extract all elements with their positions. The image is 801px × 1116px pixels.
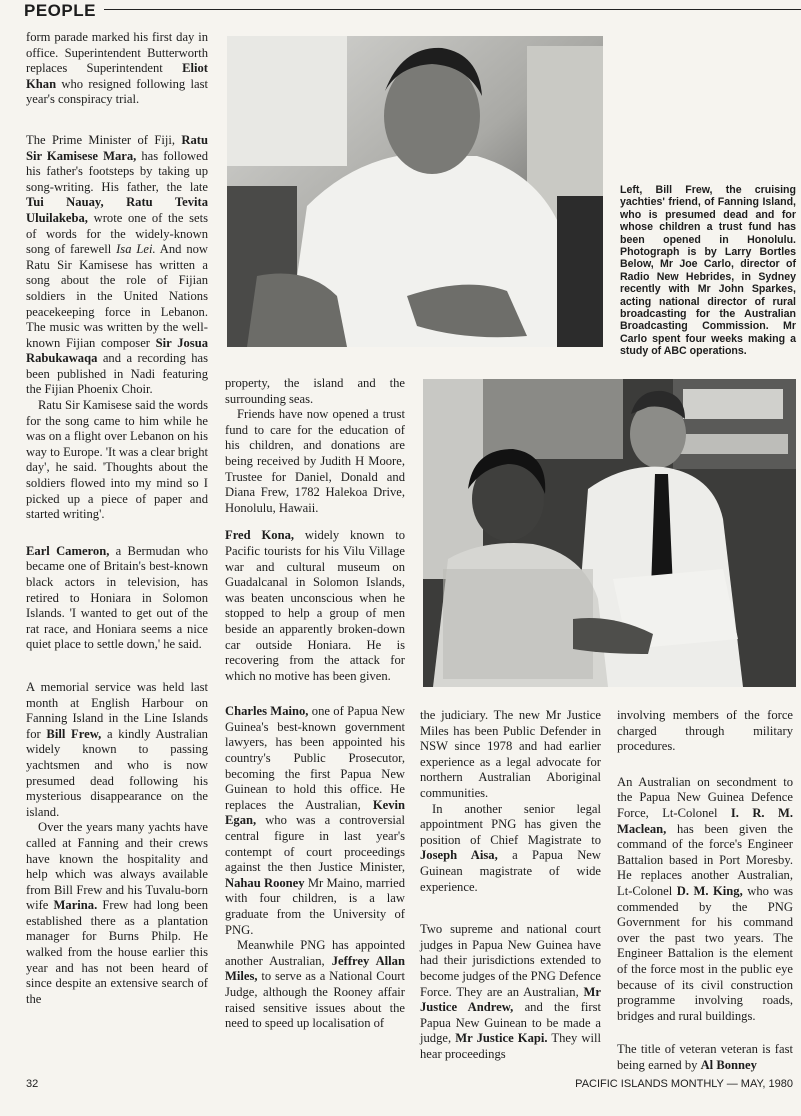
col1-p2-text-b: has followed his father's footsteps by taking up song-writing. His father, the late <box>26 148 208 194</box>
col1-p5-text-b: a kindly Australian widely known to passing yachtsmen and who is now presumed dead following his mysterious disappearance on the island. <box>26 726 208 819</box>
col2-p4-text-b: who was a controversial central figure in last year's contempt of court proceedings against the then Justice Minister, <box>225 813 405 875</box>
col1-paragraph-5 <box>26 680 208 820</box>
col4-p2-text-c: who was commended by the PNG Government for his command over the past two years. The Engineer Battalion is the element of the force most in the public eye because of its civil construction programme involving roads, bridges and rural buildings. <box>617 883 793 1023</box>
col1-paragraph-6 <box>26 820 208 1007</box>
photo-radio-studio-image <box>423 379 796 687</box>
col1-p4-text: a Bermudan who became one of Britain's best-known black actors in television, has retired to Honiara in Solomon Islands. 'I wanted to get out of the rat race, and Honiara seems a nice quiet place to settle down,' he said. <box>26 543 209 652</box>
col1-p5-text-a: A memorial service was held last month at English Harbour on Fanning Island in the Line Islands for <box>26 679 208 741</box>
page-number: 32 <box>26 1078 39 1090</box>
col4-p3-text: The title of veteran veteran is fast being earned by <box>617 1042 793 1072</box>
person-tui-nauay: Tui Nauay, Ratu Tevita Uluilakeba, <box>26 195 208 225</box>
column-4 <box>617 708 793 1073</box>
person-marina: Marina. <box>53 898 98 913</box>
header-rule <box>104 9 801 10</box>
person-kevin-egan: Kevin Egan, <box>225 797 405 828</box>
col1-paragraph-1 <box>26 30 208 108</box>
person-i-r-m-maclean: I. R. M. Maclean, <box>617 805 794 836</box>
person-sir-josua-rabukawaqa: Sir Josua Rabukawaqa <box>26 335 209 366</box>
col4-paragraph-2 <box>617 775 793 1025</box>
col3-paragraph-3 <box>420 922 601 1062</box>
col3-p3-text-c: They will hear proceedings <box>420 1031 602 1061</box>
col2-paragraph-3 <box>225 528 405 684</box>
person-al-bonney: Al Bonney <box>700 1057 757 1072</box>
person-eliot-khan: Eliot Khan <box>26 61 208 91</box>
col1-p2-text-c: wrote one of the sets of words for the widely-known song of farewell <box>26 210 208 257</box>
col4-paragraph-3 <box>617 1042 793 1073</box>
photo-bill-frew <box>227 36 603 347</box>
col2-p5-text-b: to serve as a National Court Judge, although the Rooney affair raised sensitive issues about the need to speed up localisation of <box>225 969 405 1031</box>
photo-caption: Left, Bill Frew, the cruising yachties' friend, of Fanning Island, who is presumed dead and for whose children a trust fund has been opened in Honolulu. Photograph is by Larry Bortles Below, Mr Joe Carlo, director of Radio New Hebrides, in Sydney recently with Mr John Sparkes, acting national director of rural broadcasting for the Australian Broadcasting Commission. Mr Carlo spent four weeks making a study of ABC operations. <box>620 184 796 358</box>
col3-p3-text-b: and the first Papua New Guinean to be made a judge, <box>420 1000 601 1046</box>
col3-p3-text-a: Two supreme and national court judges in Papua New Guinea have had their jurisdictions extended to become judges of the PNG Defence Force. They are an Australian, <box>420 922 601 999</box>
col1-p2-text-d: And now Ratu Sir Kamisese has written a song about the role of Fijian soldiers in the United Nations peacekeeping force in Lebanon. The music was written by the well-known Fijian composer <box>26 242 209 350</box>
person-fred-kona: Fred Kona, <box>225 528 295 543</box>
col2-paragraph-5 <box>225 938 405 1032</box>
person-joseph-aisa: Joseph Aisa, <box>420 848 498 863</box>
col1-paragraph-2 <box>26 133 208 398</box>
person-jeffrey-allan-miles: Jeffrey Allan Miles, <box>225 953 405 984</box>
col1-p6-text-b: Frew had long been established there as a plantation manager for Burns Philp. He walked from the house earlier this year and has not been heard of since despite an extensive search of the <box>26 898 208 1006</box>
col4-paragraph-1: involving members of the force charged through military procedures. <box>617 708 793 754</box>
person-justice-andrew: Mr Justice Andrew, <box>420 984 601 1015</box>
column-1 <box>26 30 208 1007</box>
col1-p6-text-a: Over the years many yachts have called at Fanning and their crews have known the hospitality and help which was always available from Bill Frew and his Tuvalu-born wife <box>26 820 208 913</box>
photo-radio-studio <box>423 379 796 687</box>
col3-p2-text-b: a Papua New Guinean magistrate of wide experience. <box>420 848 601 894</box>
col2-p3-text: widely known to Pacific tourists for his Vilu Village war and cultural museum on Guadalcanal in Solomon Islands, was beaten unconscious when he stopped to help a group of men beside an apparently broken-down car outside Honiara. He is recovering from the attack for which no motive has been given. <box>225 528 405 683</box>
col2-paragraph-1: property, the island and the surrounding seas. <box>225 376 405 406</box>
photo-bill-frew-image <box>227 36 603 347</box>
column-2 <box>225 376 405 1032</box>
col3-paragraph-1: the judiciary. The new Mr Justice Miles has been Public Defender in NSW since 1978 and had earlier experience as a legal advocate for northern Australian Aboriginal communities. <box>420 708 601 800</box>
section-label: PEOPLE <box>24 1 96 20</box>
col4-p2-text-b: has been given the command of the force's Engineer Battalion based in Port Moresby. He replaces another Australian, Lt-Colonel <box>617 821 793 898</box>
col1-p1-text-b: who resigned following last year's conspiracy trial. <box>26 76 208 107</box>
person-ratu-sir-kamisese-mara: Ratu Sir Kamisese Mara, <box>26 132 208 163</box>
col1-paragraph-3: Ratu Sir Kamisese said the words for the song came to him while he was on a flight over Lebanon on his way to Europe. 'It was a clear bright day', he said. 'Thoughts about the soldiers flowed into my mind so I picked up a piece of paper and started writing'. <box>26 398 209 522</box>
col3-p2-text-a: In another senior legal appointment PNG has given the position of Chief Magistrate to <box>420 801 601 847</box>
col1-p2-text-e: and a recording has been published in Nadi featuring the Fijian Phoenix Choir. <box>26 351 208 397</box>
publication-footer: PACIFIC ISLANDS MONTHLY — MAY, 1980 <box>575 1078 793 1090</box>
col2-paragraph-4 <box>225 704 405 938</box>
col2-p4-text-a: one of Papua New Guinea's best-known government lawyers, has been appointed his country's Public Prosecutor, becoming the first Papua New Guinean to hold this office. He replaces the Australian, <box>225 704 405 812</box>
col3-paragraph-2 <box>420 802 601 896</box>
song-title-isa-lei: Isa Lei. <box>116 242 156 257</box>
person-d-m-king: D. M. King, <box>676 883 743 898</box>
col4-p2-text-a: An Australian on secondment to the Papua New Guinea Defence Force, Lt-Colonel <box>617 774 793 820</box>
col2-p4-text-c: Mr Maino, married with four children, is a law graduate from the University of PNG. <box>225 875 405 937</box>
column-3 <box>420 708 601 1062</box>
person-earl-cameron: Earl Cameron, <box>26 543 110 558</box>
col1-p1-text-a: form parade marked his first day in office. Superintendent Butterworth replaces Superintendent <box>26 30 208 76</box>
person-justice-kapi: Mr Justice Kapi. <box>455 1031 548 1046</box>
col1-p2-text-a: The Prime Minister of Fiji, <box>26 132 182 147</box>
col2-p5-text-a: Meanwhile PNG has appointed another Australian, <box>225 938 405 968</box>
person-nahau-rooney: Nahau Rooney <box>225 875 305 890</box>
person-charles-maino: Charles Maino, <box>225 704 309 719</box>
person-bill-frew: Bill Frew, <box>46 726 102 741</box>
col1-paragraph-4 <box>26 544 208 653</box>
col2-paragraph-2: Friends have now opened a trust fund to care for the education of his children, and donations are being received by Judith H Moore, Trustee for Daniel, Donald and Diana Frew, 1782 Halekoa Drive, Honolulu, Hawaii. <box>225 407 405 515</box>
